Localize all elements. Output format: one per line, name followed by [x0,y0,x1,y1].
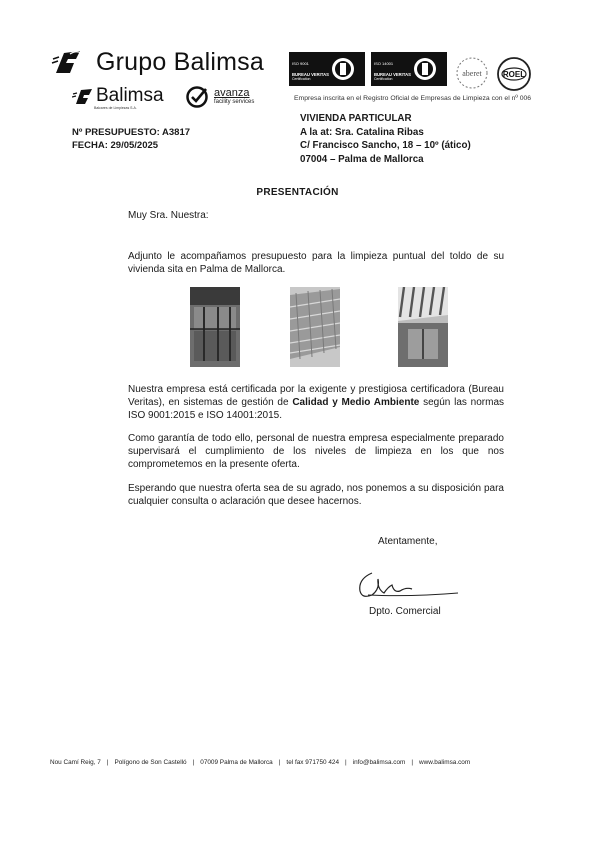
brand-sub-tagline: Balcares de Limpiezas S.A. [94,106,137,110]
grupo-balimsa-logo [50,47,264,77]
footer-separator: | [278,759,281,766]
budget-number: Nº PRESUPUESTO: A3817 [72,127,191,138]
roel-badge-icon [496,56,532,92]
footer-address: Nou Camí Reig, 7 [50,759,101,766]
closing-phrase: Atentamente, [378,536,438,547]
avanza-logo [186,86,254,108]
handwritten-signature [350,565,470,605]
cert-code: ISO 14001 [374,61,394,66]
budget-date: FECHA: 29/05/2025 [72,140,159,151]
footer-industrial-area: Polígono de Son Castelló [114,759,187,766]
paragraph-guarantee: Como garantía de todo ello, personal de nuestra empresa especialmente preparado supervisará el cumplimiento de los niveles de limpieza en los que nos comprometemos en la presente oferta. [128,433,504,470]
footer-separator: | [411,759,414,766]
budget-info [72,126,190,152]
recipient-line: VIVIENDA PARTICULAR [300,113,412,124]
balimsa-small-mark-icon [72,86,94,106]
balimsa-mark-icon [50,47,86,77]
recipient-address [300,112,471,166]
signature-department: Dpto. Comercial [369,606,441,617]
footer-email[interactable]: info@balimsa.com [352,759,406,766]
cert-code: ISO 9001 [292,61,309,66]
paragraph-intro: Adjunto le acompañamos presupuesto para la limpieza puntual del toldo de su vivienda sita en Palma de Mallorca. [128,251,504,275]
footer-phone: tel fax 971750 424 [286,759,340,766]
footer-website[interactable]: www.balimsa.com [419,759,471,766]
avanza-tagline: facility services [214,99,255,105]
brand-sub: Balimsa [96,85,164,106]
certification-highlight: Calidad y Medio Ambiente [292,397,420,408]
recipient-line: A la at: Sra. Catalina Ribas [300,126,424,138]
section-heading: PRESENTACIÓN [256,187,339,198]
certification-text: Nuestra empresa está certificada por la exigente y prestigiosa certificadora (Bureau Veritas), en sistemas de gestión de [128,384,504,408]
cert-issuer: BUREAU VERITAS [374,72,411,77]
footer-city: 07009 Palma de Mallorca [200,759,273,766]
awning-photo-2 [290,287,340,367]
avanza-check-icon [186,86,210,108]
awning-photo-1 [190,287,240,367]
certification-norms: según las normas ISO 9001:2015 e ISO 14001:2015. [128,397,505,421]
bureau-veritas-seal-icon [331,56,355,82]
registry-note: Empresa inscrita en el Registro Oficial de Empresas de Limpieza con el nº 006 [294,95,532,102]
iso-14001-badge [371,52,447,86]
awning-photo-3 [398,287,448,367]
footer-contact [50,759,550,766]
roel-text: ROEL [502,70,526,79]
recipient-line: C/ Francisco Sancho, 18 – 10º (ático) [300,140,471,151]
avanza-name: avanza [214,87,250,99]
footer-separator: | [345,759,347,766]
paragraph-certification [128,383,504,422]
cert-label: Certification [374,77,393,81]
recipient-line: 07004 – Palma de Mallorca [300,153,424,165]
aberet-badge-icon [455,56,489,90]
footer-separator: | [192,759,195,766]
footer-separator: | [106,759,109,766]
salutation: Muy Sra. Nuestra: [128,210,209,221]
aberet-text: aberet [462,69,482,78]
iso-9001-badge [289,52,365,86]
brand-main: Grupo Balimsa [96,47,264,76]
cert-label: Certification [292,77,311,81]
bureau-veritas-seal-icon [413,56,437,82]
cert-issuer: BUREAU VERITAS [292,72,329,77]
balimsa-logo [72,86,164,110]
paragraph-closing: Esperando que nuestra oferta sea de su agrado, nos ponemos a su disposición para cualquier consulta o aclaración que desee hacernos. [128,483,504,507]
